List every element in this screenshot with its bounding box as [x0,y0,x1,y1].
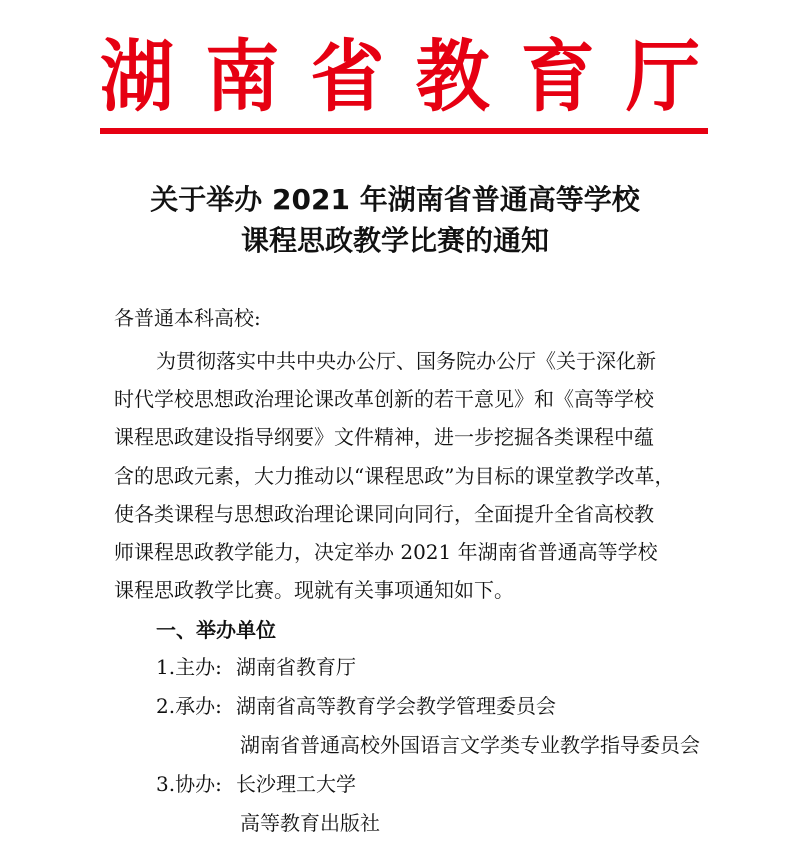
body-paragraph [114,342,694,609]
organizer-item-continued [240,730,700,760]
organizer-item [156,652,356,682]
body-line: 课程思政教学比赛。现就有关事项通知如下。 [114,578,514,603]
organizer-value: 湖南省高等教育学会教学管理委员会 [236,694,556,718]
masthead-char: 南 [205,31,280,123]
organizer-item [156,769,356,799]
masthead-char: 教 [415,31,490,123]
organizer-value: 高等教育出版社 [240,811,380,835]
masthead-char: 厅 [625,31,700,123]
document-title-line-2: 课程思政教学比赛的通知 [240,224,549,257]
masthead-divider [100,128,708,134]
body-line: 时代学校思想政治理论课改革创新的若干意见》和《高等学校 [114,387,654,412]
organizer-value: 湖南省普通高校外国语言文学类专业教学指导委员会 [240,733,700,757]
body-line: 课程思政建设指导纲要》文件精神，进一步挖掘各类课程中蕴 [114,425,654,450]
organizer-item [156,691,556,721]
organizer-label: 2.承办: [156,694,222,718]
masthead-char: 湖 [100,31,174,123]
organizer-value: 长沙理工大学 [236,772,356,796]
masthead-char: 省 [310,31,385,123]
body-line: 含的思政元素，大力推动以“课程思政”为目标的课堂教学改革， [114,463,675,488]
body-line: 使各类课程与思想政治理论课同向同行，全面提升全省高校教 [114,501,654,526]
organizer-value: 湖南省教育厅 [236,655,356,679]
document-title-line-1: 关于举办 2021 年湖南省普通高等学校 [150,183,640,216]
organizer-item-continued [240,808,380,838]
masthead-char: 育 [520,31,595,123]
salutation: 各普通本科高校: [114,306,261,330]
masthead-header [100,31,700,123]
organizer-label: 3.协办: [156,772,222,796]
section-heading: 一、举办单位 [156,618,276,642]
body-line: 师课程思政教学能力，决定举办 2021 年湖南省普通高等学校 [114,539,658,564]
body-line: 为贯彻落实中共中央办公厅、国务院办公厅《关于深化新 [156,349,656,373]
organizer-label: 1.主办: [156,655,222,679]
